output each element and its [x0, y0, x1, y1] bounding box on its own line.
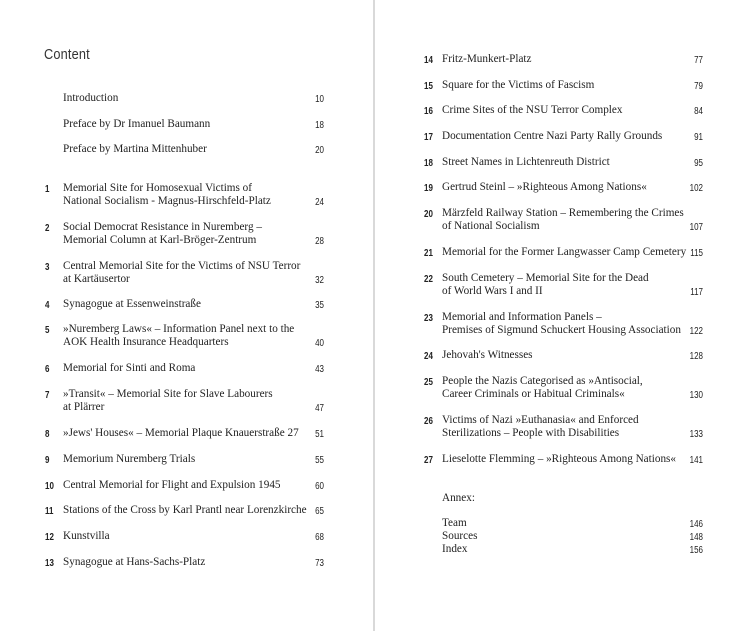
entry-page: 28 — [315, 236, 324, 247]
entry-title: Square for the Victims of Fascism — [442, 79, 595, 91]
entry-number: 1 — [45, 184, 50, 195]
entry-page: 20 — [315, 145, 324, 156]
entry-title: Memorial for the Former Langwasser Camp Cemetery — [442, 246, 687, 258]
entry-title-line-2: National Socialism - Magnus-Hirschfeld-Platz — [63, 195, 271, 207]
entry-number: 3 — [45, 262, 50, 273]
entry-number: 23 — [424, 313, 433, 324]
entry-title-line-1: Social Democrat Resistance in Nuremberg – — [63, 221, 262, 233]
entry-page: 122 — [689, 326, 703, 337]
entry-number: 14 — [424, 55, 433, 66]
right-page — [375, 0, 750, 631]
entry-number: 19 — [424, 183, 433, 194]
entry-page: 133 — [689, 429, 703, 440]
entry-title-line-1: Memorial and Information Panels – — [442, 311, 602, 323]
entry-title: Memorial for Sinti and Roma — [63, 362, 196, 374]
entry-title-line-1: »Nuremberg Laws« – Information Panel next to the — [63, 323, 295, 335]
entry-title: Synagogue at Hans-Sachs-Platz — [63, 556, 206, 568]
entry-number: 16 — [424, 106, 433, 117]
contents-heading: Content — [44, 46, 90, 63]
entry-title-line-1: Central Memorial Site for the Victims of NSU Terror — [63, 260, 301, 272]
entry-page: 73 — [315, 558, 324, 569]
entry-title: Jehovah's Witnesses — [442, 349, 533, 361]
entry-title: Central Memorial for Flight and Expulsion 1945 — [63, 479, 281, 491]
entry-number: 9 — [45, 455, 50, 466]
entry-page: 55 — [315, 455, 324, 466]
entry-title-line-2: at Kartäusertor — [63, 273, 130, 285]
entry-page: 148 — [689, 532, 703, 543]
entry-number: 21 — [424, 248, 433, 259]
entry-title-line-1: »Transit« – Memorial Site for Slave Labourers — [63, 388, 273, 400]
entry-page: 43 — [315, 364, 324, 375]
entry-page: 102 — [689, 183, 703, 194]
entry-page: 77 — [694, 55, 703, 66]
entry-title-line-1: South Cemetery – Memorial Site for the Dead — [442, 272, 649, 284]
entry-title: Street Names in Lichtenreuth District — [442, 156, 610, 168]
entry-title: Sources — [442, 530, 478, 542]
entry-page: 24 — [315, 197, 324, 208]
entry-title: Kunstvilla — [63, 530, 110, 542]
entry-page: 60 — [315, 481, 324, 492]
entry-number: 17 — [424, 132, 433, 143]
entry-page: 107 — [689, 222, 703, 233]
entry-title-line-1: Victims of Nazi »Euthanasia« and Enforced — [442, 414, 639, 426]
entry-number: 6 — [45, 364, 50, 375]
entry-title-line-1: Märzfeld Railway Station – Remembering the Crimes — [442, 207, 684, 219]
entry-page: 146 — [689, 519, 703, 530]
entry-number: 15 — [424, 81, 433, 92]
entry-title: Preface by Dr Imanuel Baumann — [63, 118, 211, 130]
entry-number: 24 — [424, 351, 433, 362]
entry-title-line-2: Sterilizations – People with Disabilities — [442, 427, 620, 439]
entry-title-line-2: AOK Health Insurance Headquarters — [63, 336, 229, 348]
annex-label: Annex: — [442, 492, 475, 504]
entry-title-line-2: of World Wars I and II — [442, 285, 543, 297]
entry-number: 13 — [45, 558, 54, 569]
entry-title-line-1: People the Nazis Categorised as »Antisocial, — [442, 375, 643, 387]
entry-number: 2 — [45, 223, 50, 234]
entry-page: 10 — [315, 94, 324, 105]
entry-number: 18 — [424, 158, 433, 169]
entry-page: 68 — [315, 532, 324, 543]
entry-title: Gertrud Steinl – »Righteous Among Nations« — [442, 181, 647, 193]
entry-page: 156 — [689, 545, 703, 556]
entry-page: 91 — [694, 132, 703, 143]
entry-number: 5 — [45, 325, 50, 336]
entry-title: »Jews' Houses« – Memorial Plaque Knauerstraße 27 — [63, 427, 299, 439]
entry-page: 51 — [315, 429, 324, 440]
entry-number: 12 — [45, 532, 54, 543]
entry-page: 84 — [694, 106, 703, 117]
entry-title-line-1: Memorial Site for Homosexual Victims of — [63, 182, 252, 194]
entry-number: 20 — [424, 209, 433, 220]
entry-number: 27 — [424, 455, 433, 466]
left-page — [0, 0, 373, 631]
entry-page: 95 — [694, 158, 703, 169]
entry-number: 7 — [45, 390, 50, 401]
entry-title-line-2: Career Criminals or Habitual Criminals« — [442, 388, 625, 400]
entry-number: 10 — [45, 481, 54, 492]
entry-page: 40 — [315, 338, 324, 349]
entry-page: 128 — [689, 351, 703, 362]
entry-title-line-2: at Plärrer — [63, 401, 105, 413]
entry-number: 22 — [424, 274, 433, 285]
entry-number: 26 — [424, 416, 433, 427]
entry-page: 35 — [315, 300, 324, 311]
entry-page: 117 — [690, 287, 703, 298]
entry-title-line-2: of National Socialism — [442, 220, 540, 232]
entry-title: Lieselotte Flemming – »Righteous Among Nations« — [442, 453, 676, 465]
entry-number: 25 — [424, 377, 433, 388]
entry-title: Crime Sites of the NSU Terror Complex — [442, 104, 623, 116]
entry-page: 32 — [315, 275, 324, 286]
entry-title: Stations of the Cross by Karl Prantl near Lorenzkirche — [63, 504, 307, 516]
entry-page: 18 — [315, 120, 324, 131]
entry-page: 115 — [690, 248, 703, 259]
entry-number: 4 — [45, 300, 50, 311]
entry-title: Preface by Martina Mittenhuber — [63, 143, 207, 155]
entry-page: 141 — [689, 455, 703, 466]
entry-title: Memorium Nuremberg Trials — [63, 453, 196, 465]
entry-title: Index — [442, 543, 468, 555]
entry-page: 79 — [694, 81, 703, 92]
entry-page: 47 — [315, 403, 324, 414]
entry-title: Team — [442, 517, 467, 529]
entry-page: 130 — [689, 390, 703, 401]
entry-title: Fritz-Munkert-Platz — [442, 53, 532, 65]
entry-title-line-2: Premises of Sigmund Schuckert Housing Association — [442, 324, 681, 336]
entry-title: Introduction — [63, 92, 119, 104]
entry-title-line-2: Memorial Column at Karl-Bröger-Zentrum — [63, 234, 257, 246]
entry-number: 11 — [45, 506, 54, 517]
entry-number: 8 — [45, 429, 50, 440]
entry-title: Documentation Centre Nazi Party Rally Grounds — [442, 130, 663, 142]
entry-title: Synagogue at Essenweinstraße — [63, 298, 201, 310]
entry-page: 65 — [315, 506, 324, 517]
